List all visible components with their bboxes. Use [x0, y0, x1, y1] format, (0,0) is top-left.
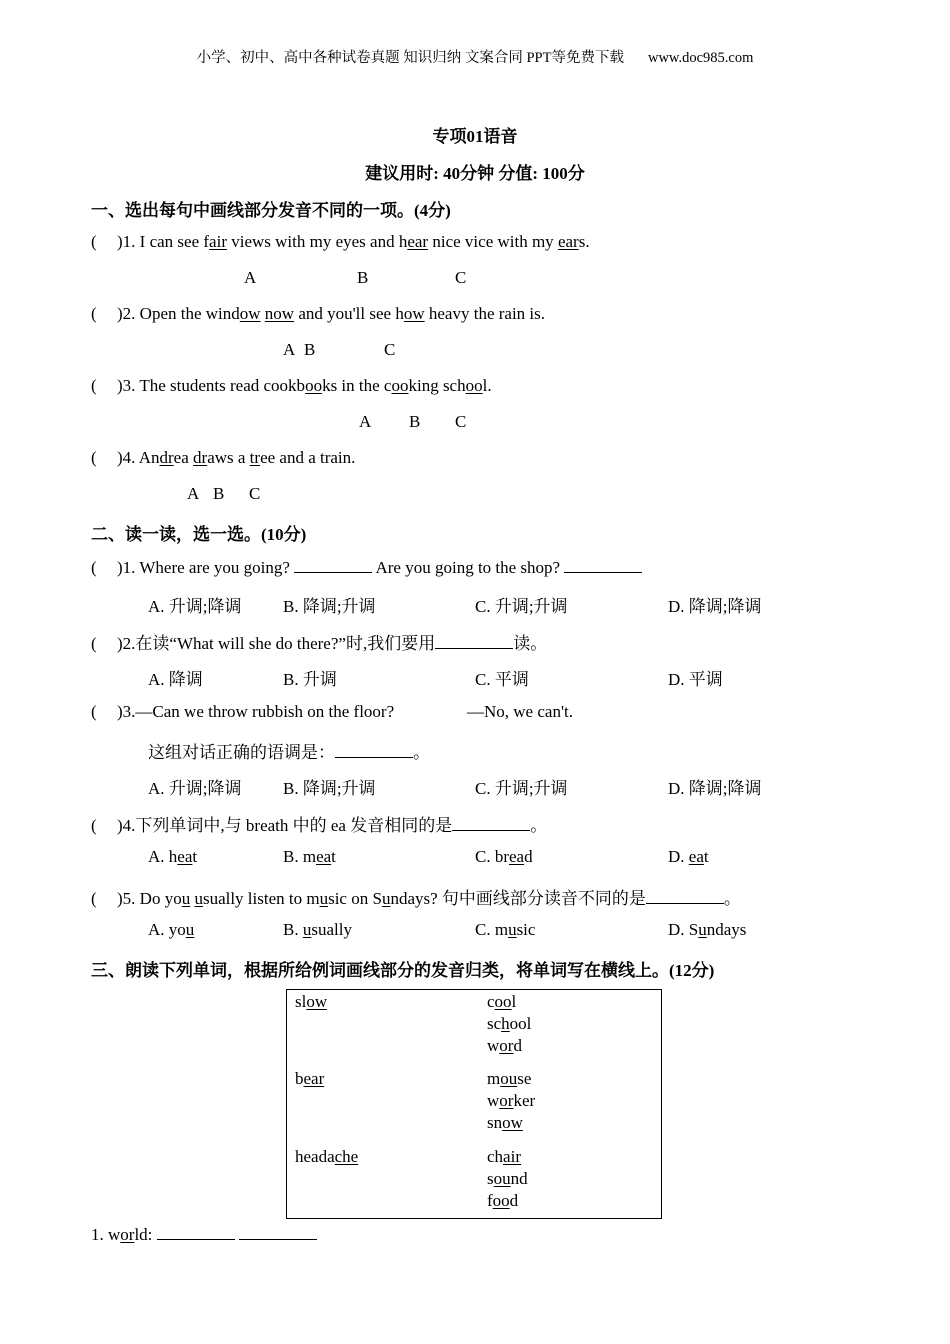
option-label-a: A — [187, 484, 200, 503]
option-d[interactable]: D. 平调 — [668, 670, 723, 689]
section-2-heading: 二、读一读，选一选。(10分) — [91, 525, 307, 544]
answer-blank[interactable] — [435, 632, 513, 649]
option-label-c: C — [384, 340, 396, 359]
sec1-question-1: ( )1. I can see fair views with my eyes and hear nice vice with my ears. — [91, 232, 590, 251]
answer-blank[interactable] — [239, 1223, 317, 1240]
answer-blank[interactable] — [294, 556, 372, 573]
option-b[interactable]: B. usually — [283, 920, 352, 939]
sec2-question-1: ( )1. Where are you going? Are you going to the shop? — [91, 556, 642, 578]
sec1-question-4: ( )4. Andrea draws a tree and a train. — [91, 448, 356, 467]
option-b[interactable]: B. 降调;升调 — [283, 779, 376, 798]
section-1-heading: 一、选出每句中画线部分发音不同的一项。(4分) — [91, 201, 451, 220]
option-d[interactable]: D. Sundays — [668, 920, 747, 939]
option-b[interactable]: B. 升调 — [283, 670, 337, 689]
word-item: mouse — [487, 1069, 532, 1088]
sec2-question-2: ( )2.在读“What will she do there?”时,我们要用 读。 — [91, 634, 548, 653]
sec2-q3-line2: 这组对话正确的语调是： 。 — [148, 743, 430, 762]
option-b[interactable]: B. 降调;升调 — [283, 597, 376, 616]
answer-paren[interactable]: ( — [91, 816, 97, 835]
option-a[interactable]: A. 升调;降调 — [148, 779, 242, 798]
answer-paren[interactable]: ( — [91, 889, 97, 908]
answer-paren[interactable]: ( — [91, 558, 97, 577]
word-item: school — [487, 1014, 532, 1033]
word-item: word — [487, 1036, 522, 1055]
answer-blank[interactable] — [157, 1223, 235, 1240]
option-c[interactable]: C. 升调;升调 — [475, 779, 568, 798]
option-c[interactable]: C. bread — [475, 847, 533, 866]
answer-paren[interactable]: ( — [91, 376, 97, 395]
sec1-question-2: ( )2. Open the window now and you'll see how heavy the rain is. — [91, 304, 546, 323]
option-d[interactable]: D. 降调;降调 — [668, 779, 762, 798]
option-c[interactable]: C. 平调 — [475, 670, 529, 689]
option-d[interactable]: D. 降调;降调 — [668, 597, 762, 616]
option-label-a: A — [244, 268, 257, 287]
answer-blank[interactable] — [452, 814, 530, 831]
option-a[interactable]: A. you — [148, 920, 195, 939]
answer-paren[interactable]: ( — [91, 304, 97, 323]
answer-paren[interactable]: ( — [91, 448, 97, 467]
example-word: headache — [295, 1147, 359, 1166]
word-item: worker — [487, 1091, 536, 1110]
example-word: slow — [295, 992, 328, 1011]
option-label-a: A — [359, 412, 372, 431]
word-item: snow — [487, 1113, 523, 1132]
word-item: food — [487, 1191, 519, 1210]
answer-paren[interactable]: ( — [91, 232, 97, 251]
option-label-b: B — [357, 268, 369, 287]
option-label-c: C — [249, 484, 261, 503]
option-b[interactable]: B. meat — [283, 847, 336, 866]
answer-blank[interactable] — [335, 741, 413, 758]
header-site[interactable]: www.doc985.com — [647, 50, 754, 66]
answer-blank[interactable] — [646, 887, 724, 904]
page-header — [0, 46, 950, 67]
option-label-b: B — [304, 340, 316, 359]
answer-paren[interactable]: ( — [91, 634, 97, 653]
option-d[interactable]: D. eat — [668, 847, 709, 866]
option-label-b: B — [409, 412, 421, 431]
page-title: 专项01语音 — [432, 127, 518, 146]
word-item: sound — [487, 1169, 528, 1188]
answer-paren[interactable]: ( — [91, 702, 97, 721]
option-label-c: C — [455, 412, 467, 431]
word-item: chair — [487, 1147, 521, 1166]
header-text: 小学、初中、高中各种试卷真题 知识归纳 文案合同 PPT等免费下载 — [196, 50, 624, 66]
option-label-a: A — [283, 340, 296, 359]
sec2-question-3: ( )3.—Can we throw rubbish on the floor? — [91, 702, 395, 721]
word-table — [286, 989, 662, 1219]
answer-blank[interactable] — [564, 556, 642, 573]
option-c[interactable]: C. 升调;升调 — [475, 597, 568, 616]
word-item: cool — [487, 992, 517, 1011]
sec3-question-1: 1. world: — [91, 1223, 317, 1245]
option-label-c: C — [455, 268, 467, 287]
sec2-question-4: ( )4.下列单词中,与 breath 中的 ea 发音相同的是 。 — [91, 816, 548, 835]
option-label-b: B — [213, 484, 225, 503]
example-word: bear — [295, 1069, 325, 1088]
option-a[interactable]: A. heat — [148, 847, 198, 866]
option-a[interactable]: A. 降调 — [148, 670, 203, 689]
option-c[interactable]: C. music — [475, 920, 536, 939]
sec2-q3-reply: —No, we can't. — [467, 702, 573, 721]
section-3-heading: 三、朗读下列单词，根据所给例词画线部分的发音归类，将单词写在横线上。(12分) — [91, 961, 715, 980]
sec1-question-3: ( )3. The students read cookbooks in the cooking school. — [91, 376, 492, 395]
sec2-question-5: ( )5. Do you usually listen to music on Sundays? 句中画线部分读音不同的是 。 — [91, 889, 741, 908]
option-a[interactable]: A. 升调;降调 — [148, 597, 242, 616]
page-subtitle: 建议用时: 40分钟 分值: 100分 — [365, 164, 585, 183]
